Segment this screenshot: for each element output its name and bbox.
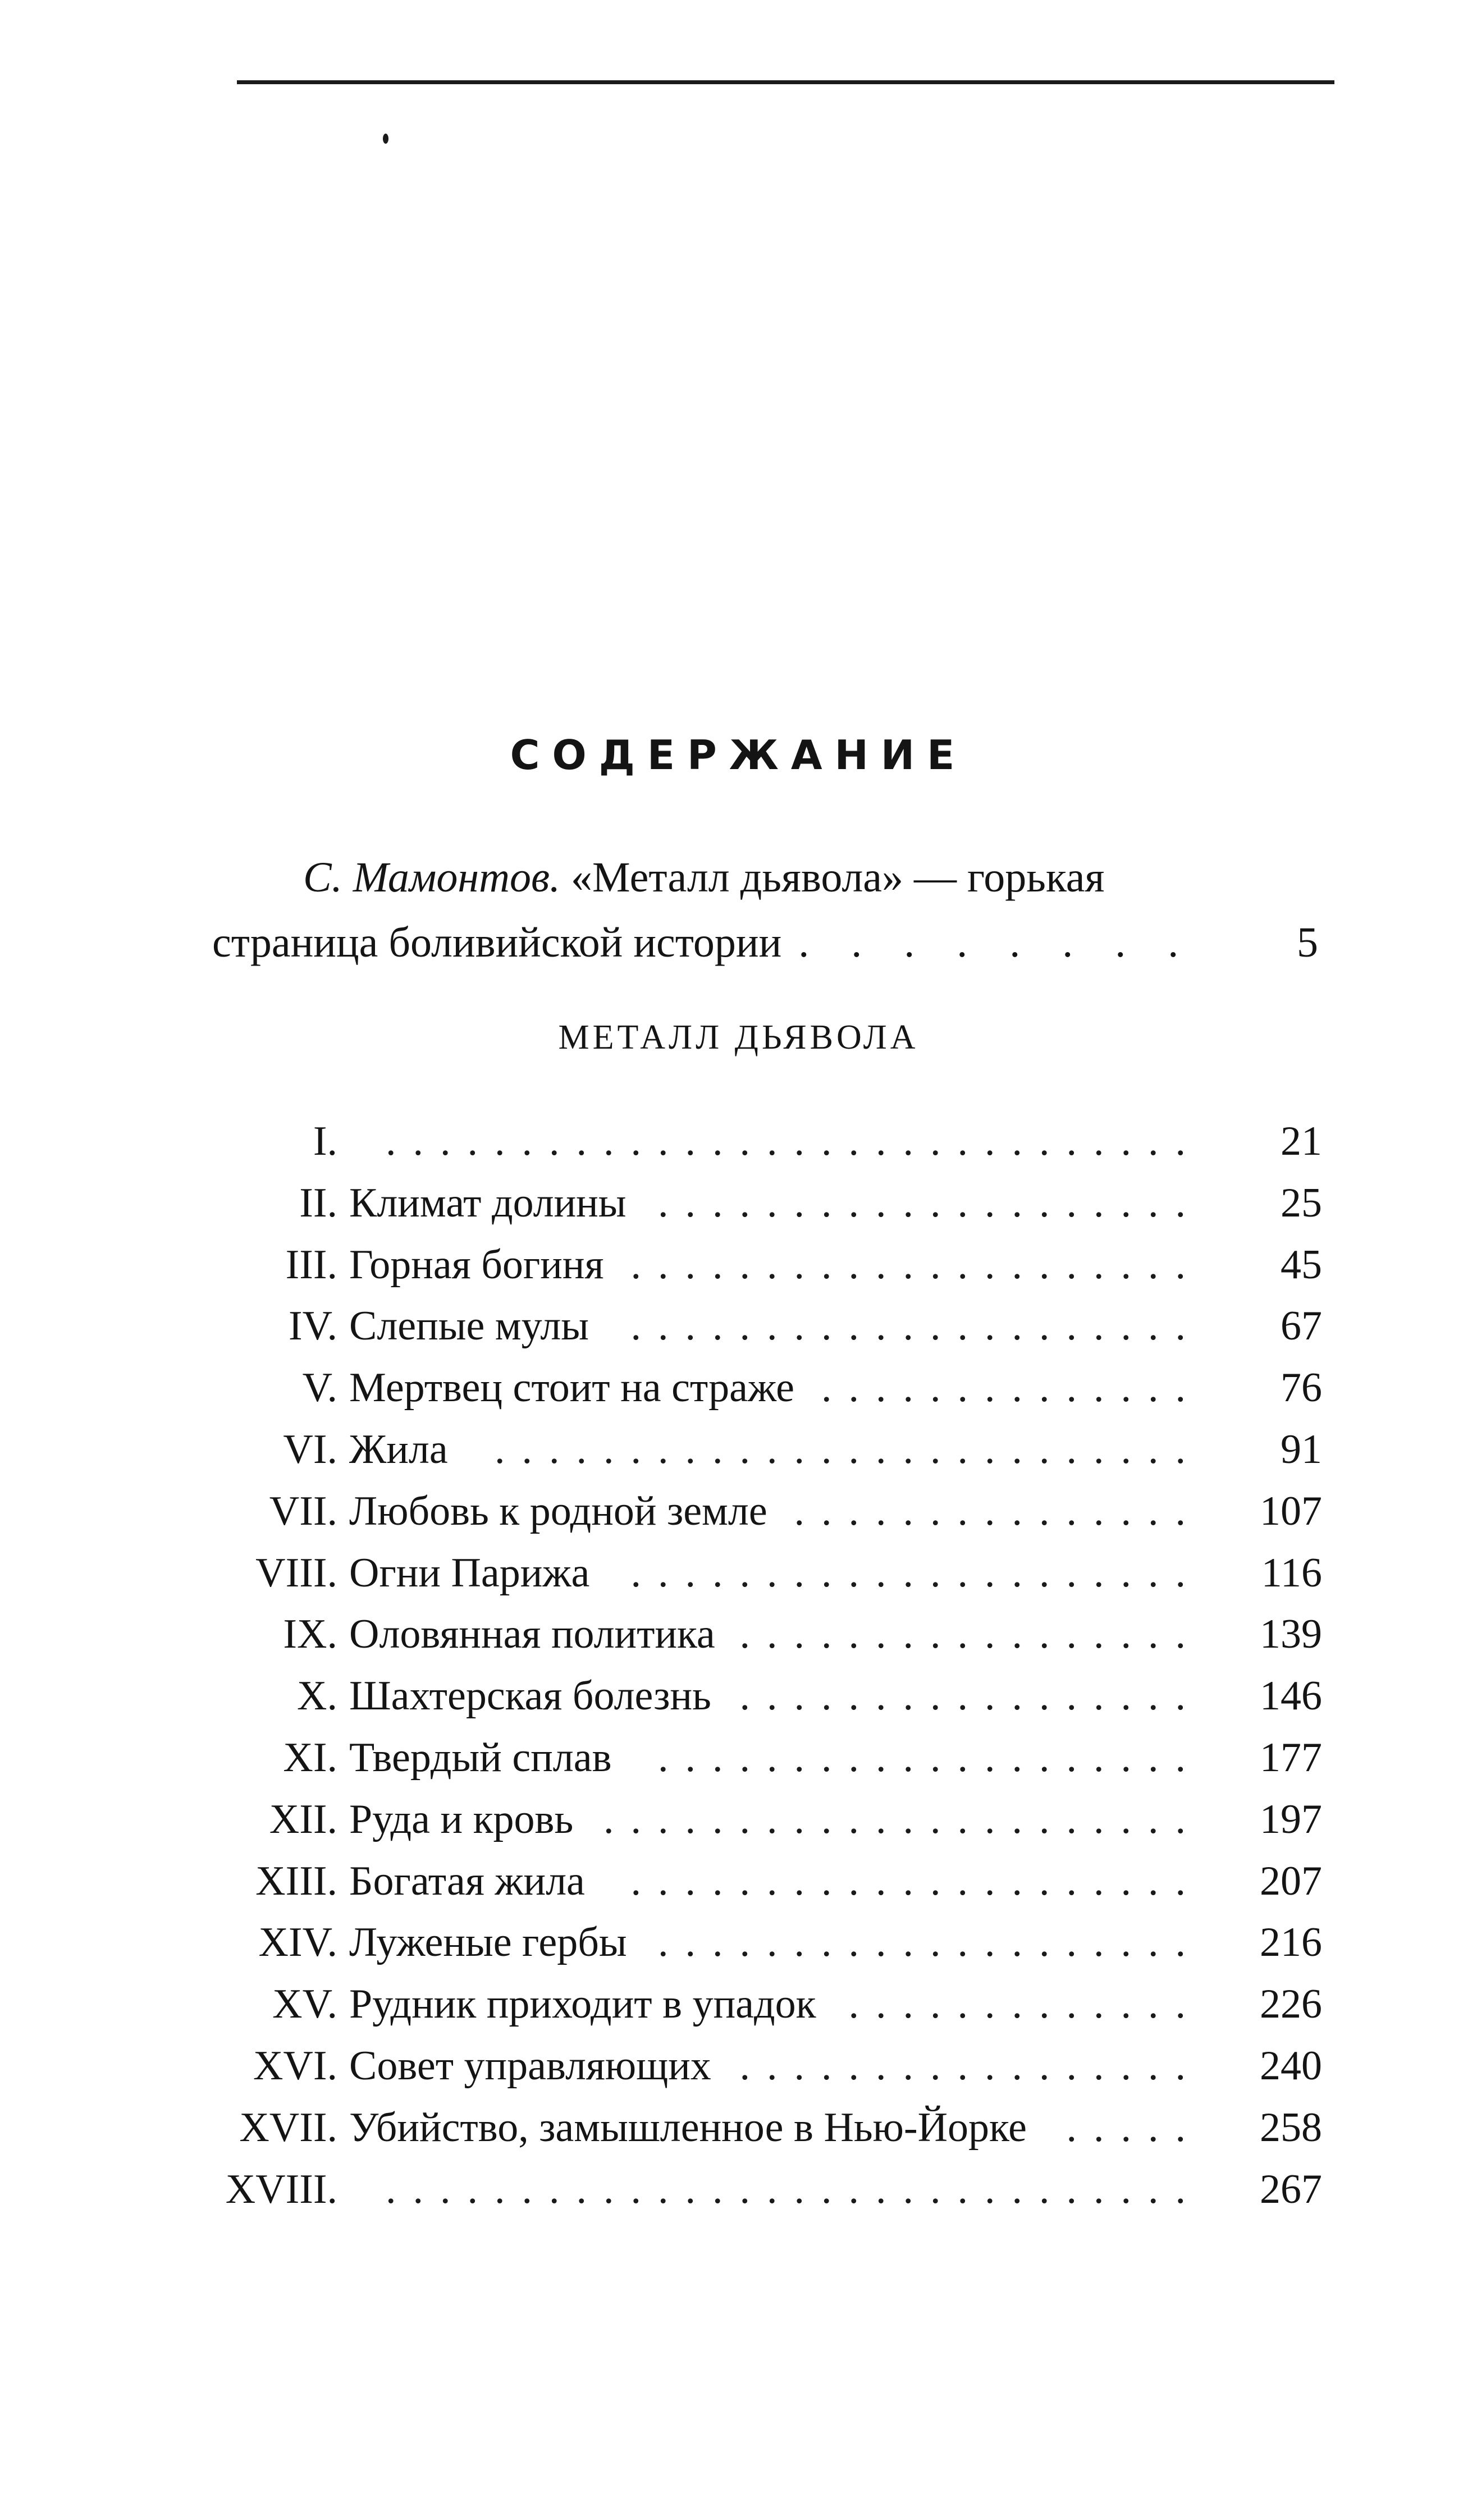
toc-entry bbox=[0, 1483, 1477, 1545]
chapter-title: Мертвец стоит на страже bbox=[349, 1365, 795, 1411]
chapter-number: XVI. bbox=[253, 2042, 337, 2089]
foreword-title-part-1: «Металл дьявола» — горькая bbox=[571, 854, 1105, 901]
leader-dots: ................. bbox=[739, 1673, 1202, 1719]
chapter-page-number: 76 bbox=[1281, 1365, 1322, 1411]
foreword-page-number: 5 bbox=[1297, 919, 1318, 966]
chapter-number: III. bbox=[285, 1241, 337, 1288]
chapter-page-number: 240 bbox=[1260, 2042, 1322, 2089]
chapter-page-number: 197 bbox=[1260, 1796, 1322, 1842]
leader-dots: .............. bbox=[821, 1365, 1202, 1411]
chapter-page-number: 207 bbox=[1260, 1858, 1322, 1904]
chapter-title: Жила bbox=[349, 1426, 448, 1472]
leader-dots: ..................... bbox=[630, 1303, 1202, 1350]
toc-entry bbox=[0, 1237, 1477, 1298]
chapter-number: XVIII. bbox=[225, 2166, 337, 2212]
toc-entry bbox=[0, 1298, 1477, 1360]
toc-entry bbox=[0, 2038, 1477, 2100]
leader-dots: .................... bbox=[658, 1734, 1202, 1781]
chapter-number: VI. bbox=[283, 1426, 337, 1472]
foreword-author: С. Мамонтов. bbox=[303, 854, 561, 901]
chapter-number: XIV. bbox=[258, 1919, 337, 1966]
leader-dots: ............... bbox=[794, 1488, 1202, 1534]
table-of-contents bbox=[0, 1113, 1477, 2222]
toc-entry bbox=[0, 1668, 1477, 1730]
leader-dots: .................... bbox=[658, 1179, 1202, 1226]
chapter-title: Твердый сплав bbox=[349, 1734, 612, 1781]
leader-dots: ..................... bbox=[630, 1858, 1202, 1904]
page-title: СОДЕРЖАНИЕ bbox=[510, 731, 967, 779]
chapter-page-number: 21 bbox=[1281, 1118, 1322, 1164]
leader-dots: ................. bbox=[739, 2042, 1202, 2089]
leader-dots: ..................... bbox=[630, 1549, 1202, 1596]
chapter-page-number: 146 bbox=[1260, 1673, 1322, 1719]
chapter-title: Луженые гербы bbox=[349, 1919, 627, 1966]
chapter-page-number: 91 bbox=[1281, 1426, 1322, 1472]
toc-entry bbox=[0, 1791, 1477, 1853]
toc-entry bbox=[0, 1360, 1477, 1421]
chapter-title: Шахтерская болезнь bbox=[349, 1673, 711, 1719]
chapter-title: Климат долины bbox=[349, 1179, 627, 1226]
chapter-page-number: 116 bbox=[1261, 1549, 1322, 1596]
chapter-number: I. bbox=[313, 1118, 337, 1164]
chapter-number: X. bbox=[297, 1673, 337, 1719]
chapter-page-number: 226 bbox=[1260, 1981, 1322, 2028]
chapter-title: Руда и кровь bbox=[349, 1796, 574, 1842]
chapter-page-number: 45 bbox=[1281, 1241, 1322, 1288]
foreword-title-part-2: страница боливийской истории bbox=[212, 919, 782, 966]
chapter-page-number: 258 bbox=[1260, 2104, 1322, 2151]
chapter-title: Горная богиня bbox=[349, 1241, 604, 1288]
leader-dots: .......................... bbox=[495, 1426, 1202, 1472]
leader-dots: .................... bbox=[658, 1919, 1202, 1966]
chapter-page-number: 216 bbox=[1260, 1919, 1322, 1966]
chapter-number: XIII. bbox=[255, 1858, 337, 1904]
chapter-number: IV. bbox=[288, 1303, 337, 1350]
chapter-title: Рудник приходит в упадок bbox=[349, 1981, 816, 2028]
chapter-page-number: 25 bbox=[1281, 1179, 1322, 1226]
chapter-number: XII. bbox=[269, 1796, 337, 1842]
chapter-title: Огни Парижа bbox=[349, 1549, 590, 1596]
toc-entry bbox=[0, 1853, 1477, 1915]
chapter-number: IX. bbox=[283, 1611, 337, 1658]
top-rule bbox=[237, 80, 1334, 84]
toc-entry bbox=[0, 1421, 1477, 1483]
leader-dots: ...................... bbox=[603, 1796, 1202, 1842]
chapter-title: Убийство, замышленное в Нью-Йорке bbox=[349, 2104, 1027, 2151]
chapter-number: V. bbox=[302, 1365, 337, 1411]
toc-entry bbox=[0, 1976, 1477, 2038]
chapter-title: Любовь к родной земле bbox=[349, 1488, 767, 1534]
chapter-number: VIII. bbox=[255, 1549, 337, 1596]
chapter-page-number: 107 bbox=[1260, 1488, 1322, 1534]
toc-entry bbox=[0, 1175, 1477, 1237]
chapter-title: Совет управляющих bbox=[349, 2042, 711, 2089]
leader-dots: ............. bbox=[848, 1981, 1202, 2028]
chapter-page-number: 267 bbox=[1260, 2166, 1322, 2212]
ink-speck bbox=[383, 134, 388, 144]
foreword-line-2 bbox=[212, 910, 1335, 975]
foreword-line-1 bbox=[212, 845, 1335, 910]
chapter-number: II. bbox=[299, 1179, 337, 1226]
section-heading: МЕТАЛЛ ДЬЯВОЛА bbox=[558, 1018, 919, 1057]
leader-dots: ..................... bbox=[630, 1241, 1202, 1288]
toc-entry bbox=[0, 2161, 1477, 2223]
leader-dots: ..... bbox=[1066, 2104, 1202, 2151]
toc-entry bbox=[0, 1545, 1477, 1607]
chapter-title: Слепые мулы bbox=[349, 1303, 589, 1350]
leader-dots: .............................. bbox=[386, 2166, 1202, 2212]
chapter-title: Оловянная политика bbox=[349, 1611, 715, 1658]
leader-dots: .............................. bbox=[386, 1118, 1202, 1164]
chapter-title: Богатая жила bbox=[349, 1858, 585, 1904]
chapter-page-number: 67 bbox=[1281, 1303, 1322, 1350]
toc-entry bbox=[0, 1606, 1477, 1668]
foreword-entry bbox=[212, 845, 1335, 975]
foreword-leader-dots: . . . . . . . . bbox=[798, 919, 1195, 966]
leader-dots: ................. bbox=[739, 1611, 1202, 1658]
chapter-page-number: 177 bbox=[1260, 1734, 1322, 1781]
chapter-number: XVII. bbox=[239, 2104, 337, 2151]
chapter-number: VII. bbox=[269, 1488, 337, 1534]
toc-entry bbox=[0, 2100, 1477, 2161]
chapter-number: XV. bbox=[272, 1981, 337, 2028]
toc-entry bbox=[0, 1113, 1477, 1175]
toc-entry bbox=[0, 1914, 1477, 1976]
chapter-number: XI. bbox=[283, 1734, 337, 1781]
chapter-page-number: 139 bbox=[1260, 1611, 1322, 1658]
toc-entry bbox=[0, 1730, 1477, 1791]
